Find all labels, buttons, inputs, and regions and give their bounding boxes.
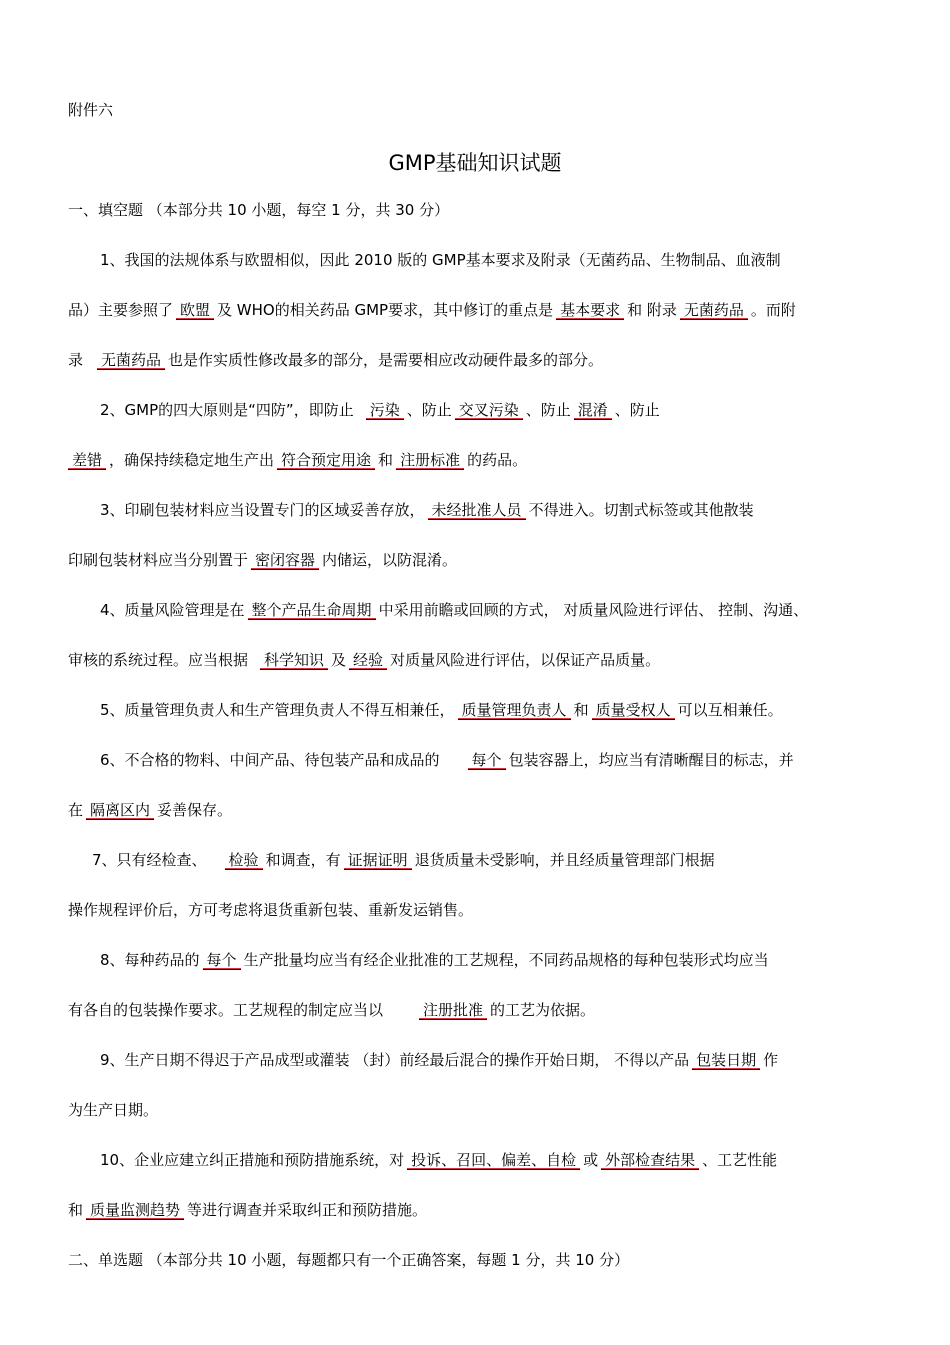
question-text: 3、印刷包装材料应当设置专门的区域妥善存放， bbox=[100, 501, 425, 519]
question-text: 和调查，有 bbox=[265, 851, 341, 869]
question-text: 印刷包装材料应当分别置于 bbox=[68, 551, 249, 569]
question-9-line-1 bbox=[100, 1050, 778, 1070]
question-text: 9、生产日期不得迟于产品成型或灌装 （封）前经最后混合的操作开始日期， 不得以产品 bbox=[100, 1051, 690, 1069]
answer-blank: 无菌药品 bbox=[680, 301, 748, 320]
answer-blank: 检验 bbox=[225, 851, 263, 870]
question-text: 中采用前瞻或回顾的方式， 对质量风险进行评估、 控制、沟通、 bbox=[378, 601, 809, 619]
answer-blank: 包装日期 bbox=[692, 1051, 760, 1070]
question-text: 、防止 bbox=[406, 401, 452, 419]
question-text: 在 bbox=[68, 801, 84, 819]
question-text: 内储运，以防混淆。 bbox=[322, 551, 458, 569]
question-text: 7、只有经检查、 bbox=[92, 851, 207, 869]
question-text: ，确保持续稳定地生产出 bbox=[109, 451, 275, 469]
question-text: 也是作实质性修改最多的部分，是需要相应改动硬件最多的部分。 bbox=[168, 351, 604, 369]
question-6-line-2 bbox=[68, 800, 232, 820]
question-text: 2、GMP的四大原则是“四防”，即防止 bbox=[100, 401, 354, 419]
question-4-line-1 bbox=[100, 600, 808, 620]
answer-blank: 每个 bbox=[468, 751, 506, 770]
question-text: 和 bbox=[378, 451, 394, 469]
answer-blank: 投诉、召回、偏差、自检 bbox=[407, 1151, 580, 1170]
question-text: 8、每种药品的 bbox=[100, 951, 200, 969]
answer-blank: 隔离区内 bbox=[86, 801, 154, 820]
question-4-line-2 bbox=[68, 650, 660, 670]
answer-blank: 科学知识 bbox=[260, 651, 328, 670]
answer-blank: 外部检查结果 bbox=[601, 1151, 699, 1170]
question-text: 。而附 bbox=[750, 301, 796, 319]
answer-blank: 质量监测趋势 bbox=[86, 1201, 184, 1220]
question-1-line-1 bbox=[100, 250, 781, 270]
answer-blank: 质量受权人 bbox=[592, 701, 675, 720]
page-title: GMP基础知识试题 bbox=[388, 151, 562, 175]
question-3-line-2 bbox=[68, 550, 457, 570]
question-text: 妥善保存。 bbox=[157, 801, 233, 819]
question-text: 4、质量风险管理是在 bbox=[100, 601, 245, 619]
question-1-line-3 bbox=[68, 350, 603, 370]
question-text: 退货质量未受影响，并且经质量管理部门根据 bbox=[414, 851, 715, 869]
answer-blank: 经验 bbox=[349, 651, 387, 670]
answer-blank: 混淆 bbox=[574, 401, 612, 420]
answer-blank: 注册批准 bbox=[419, 1001, 487, 1020]
question-text: 或 bbox=[583, 1151, 599, 1169]
question-9-line-2: 为生产日期。 bbox=[68, 1101, 159, 1119]
answer-blank: 差错 bbox=[68, 451, 106, 470]
question-text: 有各自的包装操作要求。工艺规程的制定应当以 bbox=[68, 1001, 384, 1019]
question-text: 5、质量管理负责人和生产管理负责人不得互相兼任， bbox=[100, 701, 455, 719]
question-10-line-2 bbox=[68, 1200, 427, 1220]
question-text: 1、我国的法规体系与欧盟相似，因此 2010 版的 GMP基本要求及附录（无菌药品、生物制品、血液制 bbox=[100, 251, 781, 269]
answer-blank: 注册标准 bbox=[396, 451, 464, 470]
question-text: 品）主要参照了 bbox=[68, 301, 174, 319]
question-7-line-1 bbox=[92, 850, 715, 870]
answer-blank: 每个 bbox=[203, 951, 241, 970]
question-7-line-2: 操作规程评价后，方可考虑将退货重新包装、重新发运销售。 bbox=[68, 901, 474, 919]
question-text: 生产批量均应当有经企业批准的工艺规程，不同药品规格的每种包装形式均应当 bbox=[243, 951, 769, 969]
question-8-line-2 bbox=[68, 1000, 595, 1020]
question-text: 和 附录 bbox=[627, 301, 677, 319]
answer-blank: 密闭容器 bbox=[251, 551, 319, 570]
question-text: 的药品。 bbox=[467, 451, 528, 469]
question-text: 可以互相兼任。 bbox=[677, 701, 783, 719]
question-8-line-1 bbox=[100, 950, 769, 970]
question-3-line-1 bbox=[100, 500, 754, 520]
answer-blank: 欧盟 bbox=[176, 301, 214, 320]
question-text: 和 bbox=[573, 701, 589, 719]
question-text: 、工艺性能 bbox=[702, 1151, 778, 1169]
question-text: 审核的系统过程。应当根据 bbox=[68, 651, 249, 669]
answer-blank: 证据证明 bbox=[344, 851, 412, 870]
question-text: 录 bbox=[68, 351, 84, 369]
question-text: 10、企业应建立纠正措施和预防措施系统，对 bbox=[100, 1151, 405, 1169]
answer-blank: 符合预定用途 bbox=[277, 451, 375, 470]
question-text: 及 WHO的相关药品 GMP要求，其中修订的重点是 bbox=[217, 301, 554, 319]
question-text: 等进行调查并采取纠正和预防措施。 bbox=[187, 1201, 428, 1219]
question-10-line-1 bbox=[100, 1150, 777, 1170]
answer-blank: 基本要求 bbox=[556, 301, 624, 320]
question-2-line-1 bbox=[100, 400, 660, 420]
answer-blank: 质量管理负责人 bbox=[458, 701, 571, 720]
question-text: 不得进入。切割式标签或其他散装 bbox=[528, 501, 754, 519]
question-1-line-2 bbox=[68, 300, 796, 320]
question-6-line-1 bbox=[100, 750, 794, 770]
question-text: 和 bbox=[68, 1201, 84, 1219]
attachment-label: 附件六 bbox=[68, 101, 114, 119]
answer-blank: 污染 bbox=[366, 401, 404, 420]
answer-blank: 交叉污染 bbox=[455, 401, 523, 420]
section-heading-single-choice: 二、单选题 （本部分共 10 小题，每题都只有一个正确答案，每题 1 分，共 10 分） bbox=[68, 1251, 630, 1269]
question-text: 、防止 bbox=[614, 401, 660, 419]
section-heading-fill-blank: 一、填空题 （本部分共 10 小题，每空 1 分，共 30 分） bbox=[68, 201, 450, 219]
question-2-line-2 bbox=[68, 450, 527, 470]
question-text: 及 bbox=[331, 651, 347, 669]
question-text: 作 bbox=[763, 1051, 779, 1069]
question-text: 包装容器上，均应当有清晰醒目的标志，并 bbox=[508, 751, 794, 769]
answer-blank: 无菌药品 bbox=[97, 351, 165, 370]
question-text: 6、不合格的物料、中间产品、待包装产品和成品的 bbox=[100, 751, 440, 769]
answer-blank: 整个产品生命周期 bbox=[248, 601, 376, 620]
question-text: 、防止 bbox=[525, 401, 571, 419]
question-text: 的工艺为依据。 bbox=[490, 1001, 596, 1019]
question-text: 对质量风险进行评估，以保证产品质量。 bbox=[390, 651, 661, 669]
question-5-line-1 bbox=[100, 700, 783, 720]
answer-blank: 未经批准人员 bbox=[428, 501, 526, 520]
